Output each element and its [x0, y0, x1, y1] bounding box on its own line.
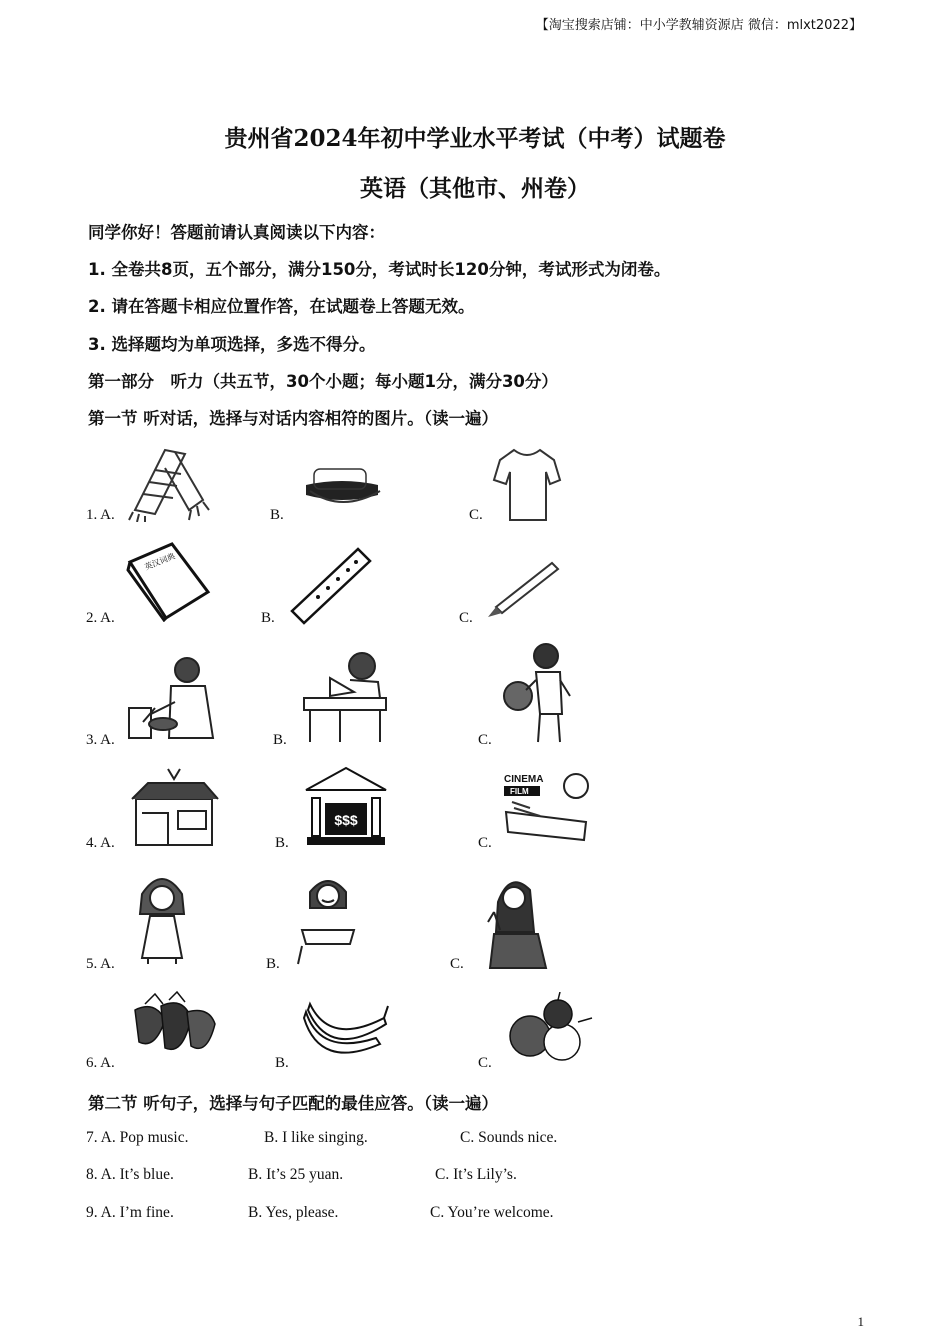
bank-icon	[302, 764, 390, 846]
instruction-1: 1. 全卷共8页，五个部分，满分150分，考试时长120分钟，考试形式为闭卷。	[88, 260, 671, 279]
q2-c-label: C.	[459, 610, 473, 626]
strawberries-icon	[125, 990, 221, 1062]
q2-a-label: 2. A.	[86, 610, 115, 626]
ruler-icon	[288, 545, 374, 625]
q6-b-label: B.	[275, 1055, 289, 1071]
apples-icon	[502, 992, 594, 1068]
section2-heading: 第二节 听句子，选择与句子匹配的最佳应答。（读一遍）	[88, 1094, 498, 1113]
part1-heading: 第一部分 听力（共五节，30个小题；每小题1分，满分30分）	[88, 372, 558, 391]
basketball-boy-icon	[500, 640, 580, 744]
q1-a-label: 1. A.	[86, 507, 115, 523]
q9-c-option: C. You’re welcome.	[430, 1204, 554, 1221]
page-number: 1	[857, 1314, 864, 1329]
scarf-icon	[125, 440, 215, 522]
pencil-icon	[484, 555, 564, 619]
q6-c-label: C.	[478, 1055, 492, 1071]
q7-c-option: C. Sounds nice.	[460, 1129, 558, 1146]
tshirt-icon	[492, 446, 562, 522]
q8-a-option: 8. A. It’s blue.	[86, 1166, 174, 1183]
reading-boy-icon	[300, 648, 390, 744]
cinema-icon	[500, 768, 592, 846]
q7-a-option: 7. A. Pop music.	[86, 1129, 189, 1146]
hat-icon	[300, 455, 384, 515]
exam-subtitle: 英语（其他市、州卷）	[360, 175, 590, 202]
dictionary-icon	[124, 540, 212, 622]
instruction-2: 2. 请在答题卡相应位置作答，在试题卷上答题无效。	[88, 297, 475, 316]
q4-c-label: C.	[478, 835, 492, 851]
bank-dollars: $$$	[334, 812, 358, 828]
q9-b-option: B. Yes, please.	[248, 1204, 339, 1221]
q6-a-label: 6. A.	[86, 1055, 115, 1071]
q3-a-label: 3. A.	[86, 732, 115, 748]
dictionary-cover-text: 英汉词典	[143, 551, 177, 572]
excited-girl-icon	[480, 872, 552, 970]
q3-c-label: C.	[478, 732, 492, 748]
instruction-3: 3. 选择题均为单项选择，多选不得分。	[88, 335, 376, 354]
bananas-icon	[300, 998, 392, 1068]
q1-c-label: C.	[469, 507, 483, 523]
q5-c-label: C.	[450, 956, 464, 972]
q9-a-option: 9. A. I’m fine.	[86, 1204, 174, 1221]
q5-a-label: 5. A.	[86, 956, 115, 972]
cinema-sign: CINEMA	[504, 774, 544, 785]
cinema-film: FILM	[510, 787, 529, 796]
exam-title: 贵州省2024年初中学业水平考试（中考）试题卷	[224, 125, 726, 152]
cooking-boy-icon	[125, 652, 221, 744]
sad-girl-icon	[128, 868, 196, 966]
bank-sign: BANK	[330, 779, 362, 791]
watermark: 【淘宝搜索店铺：中小学教辅资源店 微信：mlxt2022】	[535, 18, 862, 33]
q7-b-option: B. I like singing.	[264, 1129, 368, 1146]
q4-b-label: B.	[275, 835, 289, 851]
q3-b-label: B.	[273, 732, 287, 748]
q8-c-option: C. It’s Lily’s.	[435, 1166, 517, 1183]
shop-icon	[128, 765, 224, 847]
q5-b-label: B.	[266, 956, 280, 972]
q2-b-label: B.	[261, 610, 275, 626]
smiling-girl-icon	[292, 870, 362, 966]
greeting: 同学你好！答题前请认真阅读以下内容：	[88, 223, 385, 242]
q4-a-label: 4. A.	[86, 835, 115, 851]
section1-heading: 第一节 听对话，选择与对话内容相符的图片。（读一遍）	[88, 409, 498, 428]
q8-b-option: B. It’s 25 yuan.	[248, 1166, 344, 1183]
q1-b-label: B.	[270, 507, 284, 523]
